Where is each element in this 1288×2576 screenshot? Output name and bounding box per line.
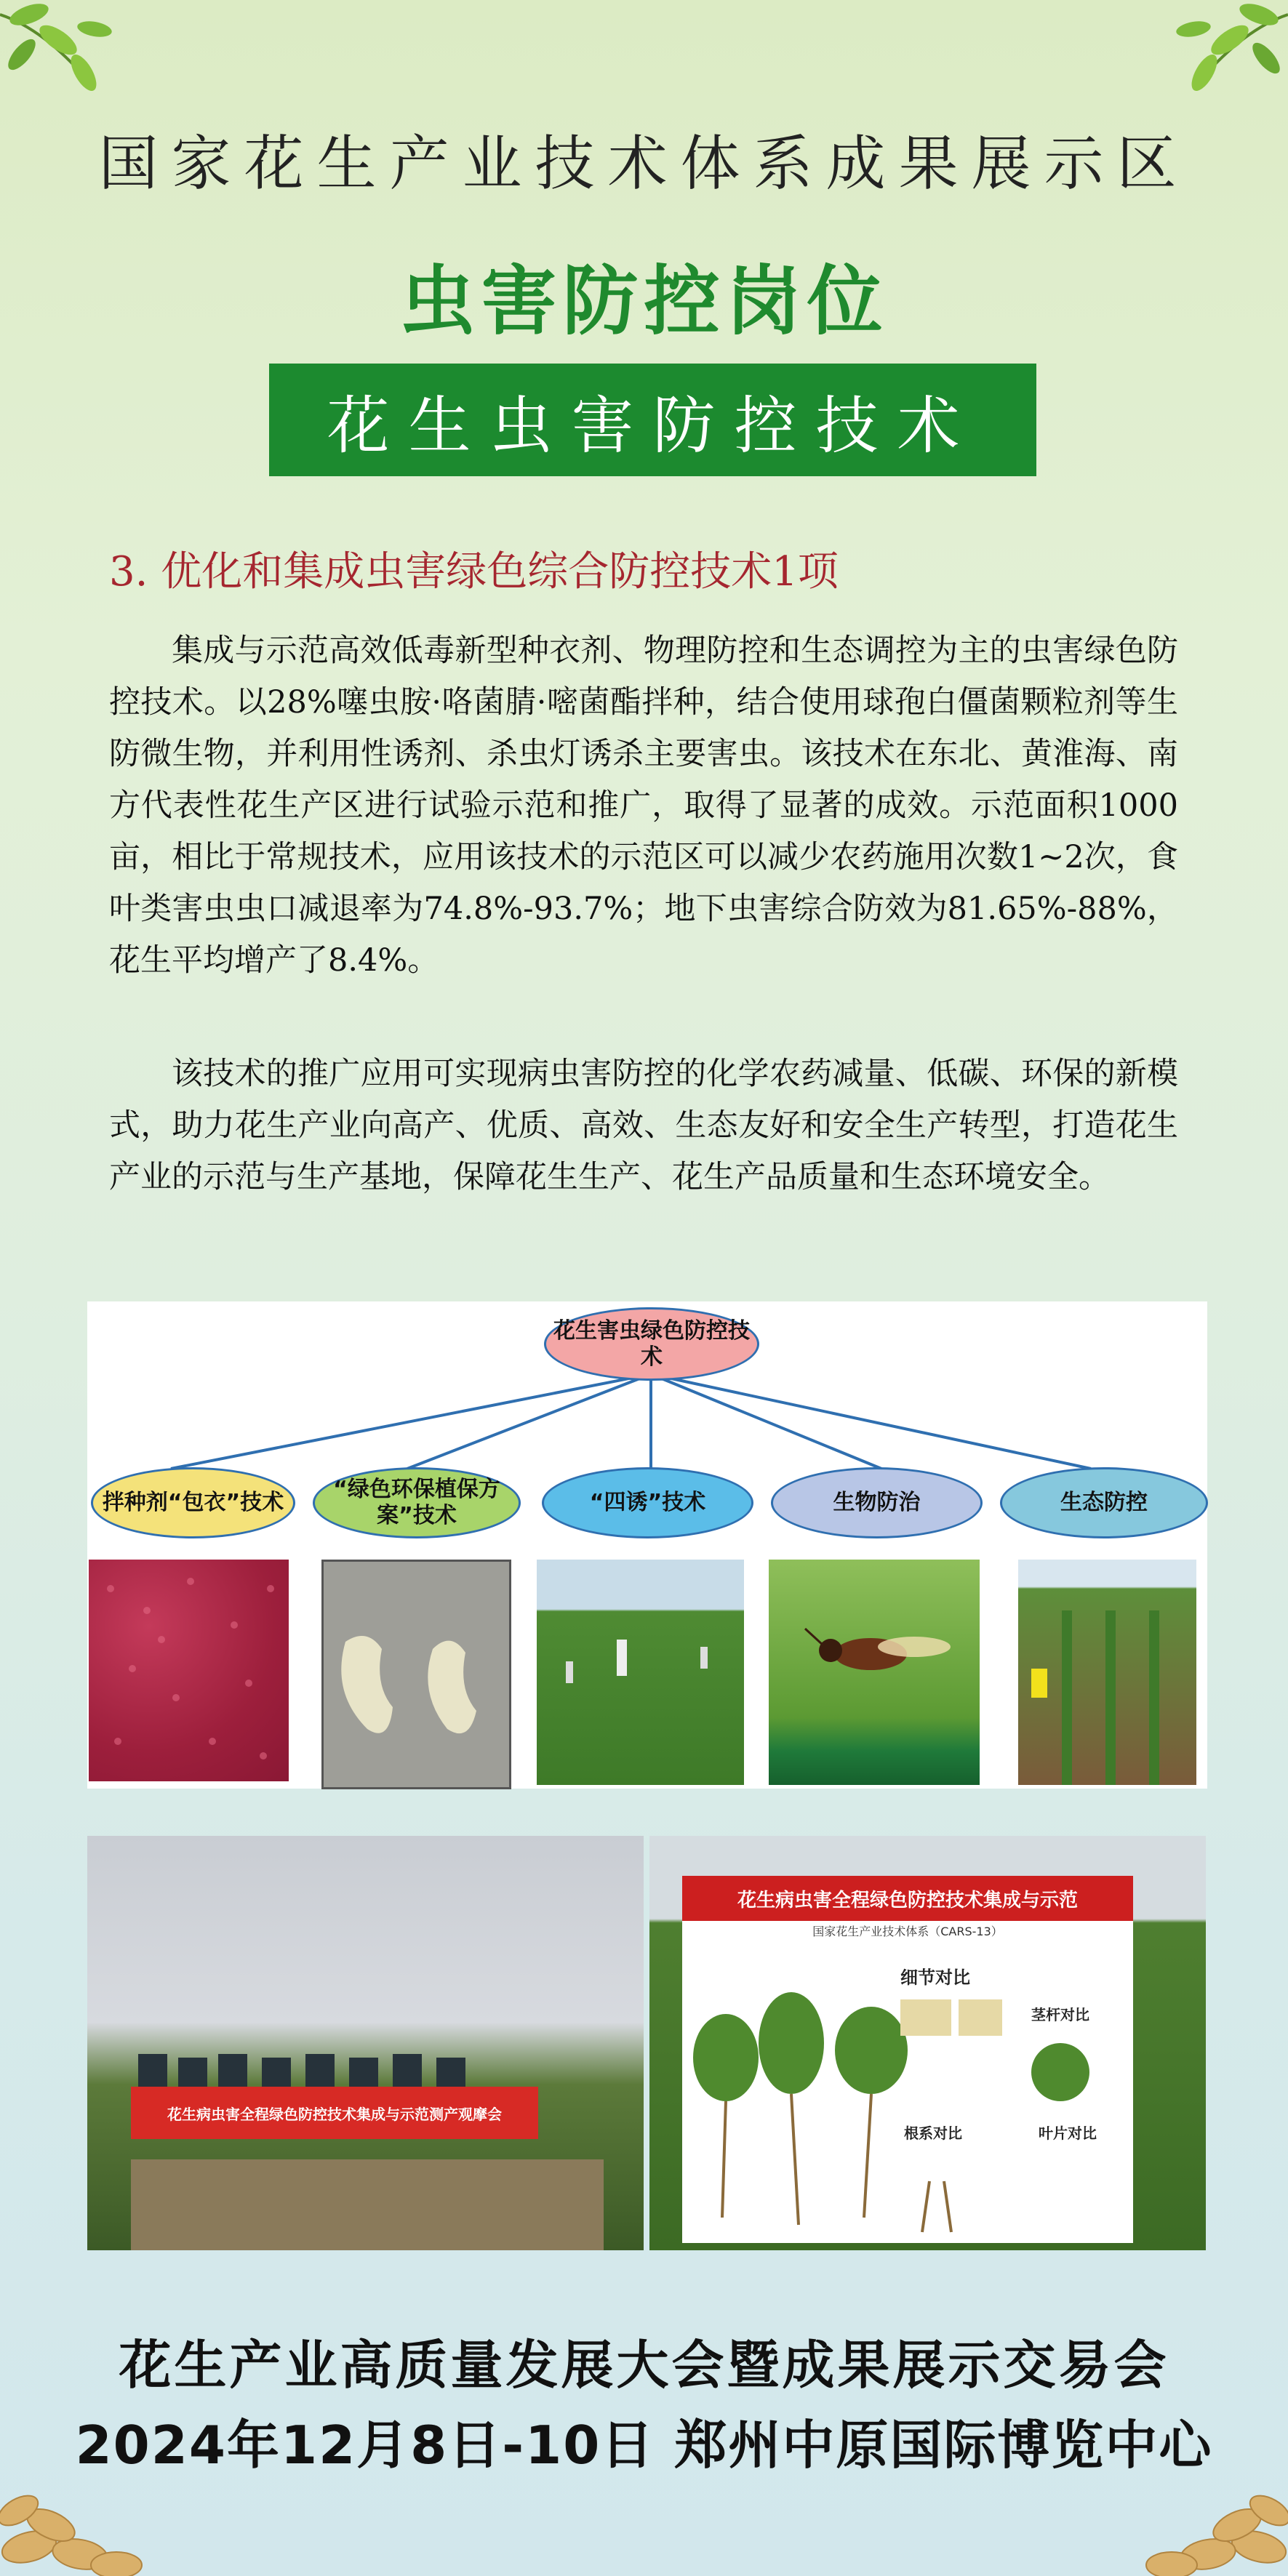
peanut-decoration-right	[1128, 2467, 1288, 2576]
lure-field-photo	[537, 1560, 744, 1785]
board-subtitle: 国家花生产业技术体系（CARS-13）	[812, 1925, 1003, 1938]
post-title: 虫害防控岗位	[399, 257, 889, 345]
tech-diagram	[87, 1301, 1207, 1789]
org-title: 国家花生产业技术体系成果展示区	[98, 129, 1190, 198]
board-detail-label: 细节对比	[900, 1967, 970, 1988]
diagram-node-green-protection: “绿色环保植保方案”技术	[313, 1467, 521, 1538]
body-paragraph-1: 集成与示范高效低毒新型种衣剂、物理防控和生态调控为主的虫害绿色防控技术。以28%噻虫胺·咯菌腈·嘧菌酯拌种，结合使用球孢白僵菌颗粒剂等生防微生物，并利用性诱剂、杀虫灯诱杀主要害虫。该技术在东北、黄淮海、南方代表性花生产区进行试验示范和推广，取得了显著的成效。示范面积1000亩，相比于常规技术，应用该技术的示范区可以减少农药施用次数1~2次，食叶类害虫虫口减退率为74.8%-93.7%；地下虫害综合防效为81.65%-88%，花生平均增产了8.4%。	[109, 633, 1178, 979]
demonstration-board-photo	[649, 1836, 1206, 2250]
team-banner: 花生病虫害全程绿色防控技术集成与示范测产观摩会	[131, 2087, 538, 2139]
demonstration-board	[682, 1876, 1133, 2243]
diagram-node-four-lures: “四诱”技术	[542, 1467, 753, 1538]
grub-larvae-photo	[321, 1560, 511, 1789]
parasitoid-wasp-photo	[769, 1560, 980, 1785]
board-root-label: 根系对比	[904, 2124, 962, 2142]
seed-coating-photo	[89, 1560, 289, 1781]
leaf-decoration-top-left	[0, 0, 131, 109]
diagram-node-ecological-control: 生态防控	[1000, 1467, 1208, 1538]
tech-banner: 花生虫害防控技术	[269, 364, 1036, 476]
diagram-node-seed-coating: 拌种剂“包衣”技术	[91, 1467, 295, 1538]
diagram-root-node: 花生害虫绿色防控技术	[544, 1307, 759, 1381]
peanut-decoration-left	[0, 2467, 160, 2576]
event-name: 花生产业高质量发展大会暨成果展示交易会	[119, 2335, 1169, 2396]
section-heading: 3. 优化和集成虫害绿色综合防控技术1项	[109, 548, 839, 595]
ecological-field-photo	[1018, 1560, 1196, 1785]
team-photo	[87, 1836, 644, 2250]
board-leaf-label: 叶片对比	[1039, 2124, 1097, 2142]
event-date-venue: 2024年12月8日-10日 郑州中原国际博览中心	[75, 2415, 1213, 2476]
body-paragraph-2: 该技术的推广应用可实现病虫害防控的化学农药减量、低碳、环保的新模式，助力花生产业向高产、优质、高效、生态友好和安全生产转型，打造花生产业的示范与生产基地，保障花生生产、花生产品质量和生态环境安全。	[109, 1056, 1178, 1195]
board-title: 花生病虫害全程绿色防控技术集成与示范	[682, 1876, 1133, 1921]
board-stem-label: 茎杆对比	[1031, 2006, 1089, 2023]
leaf-decoration-top-right	[1157, 0, 1288, 109]
diagram-node-biological-control: 生物防治	[771, 1467, 983, 1538]
